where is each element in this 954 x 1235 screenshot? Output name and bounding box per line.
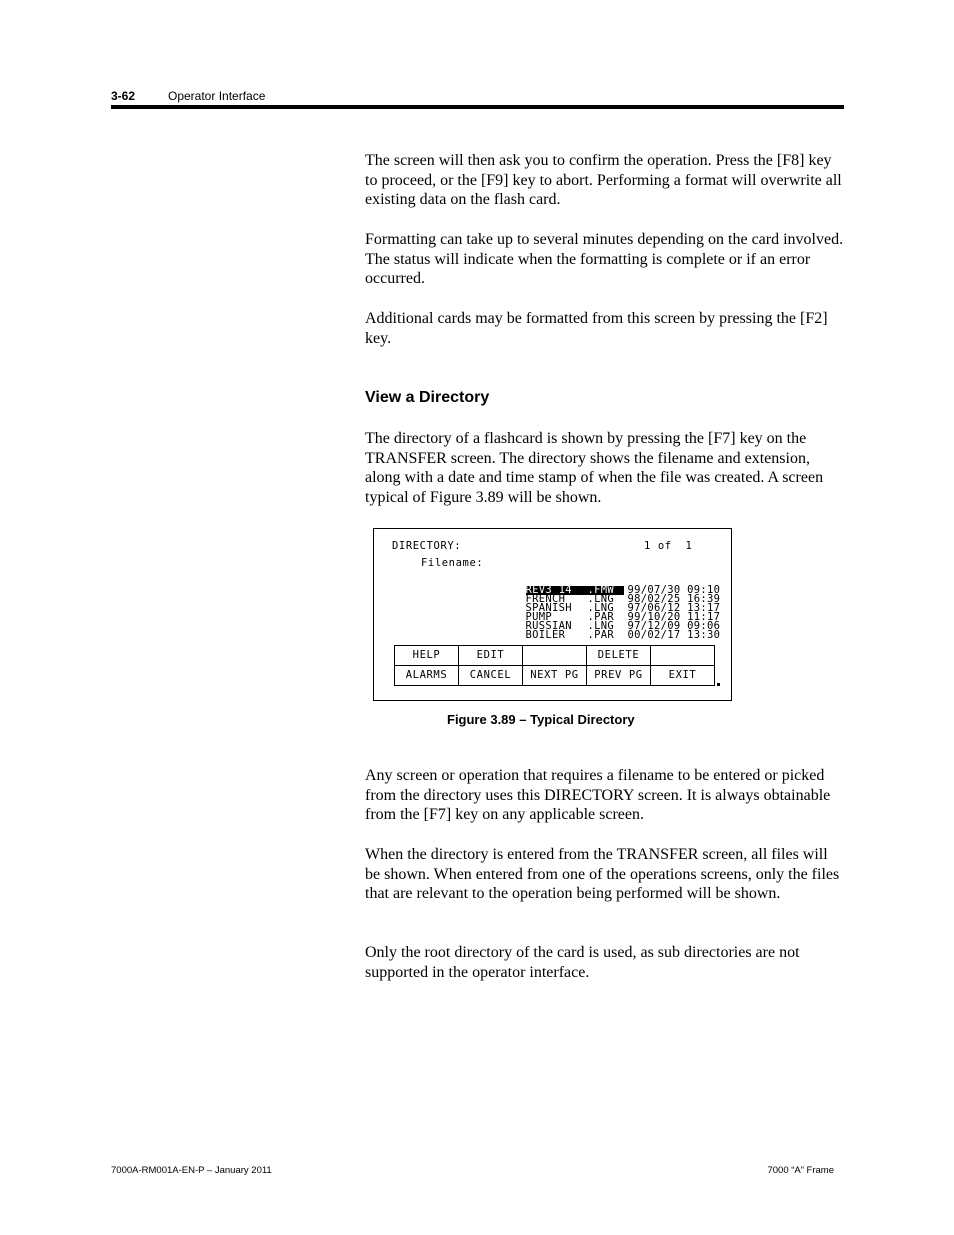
file-ext: .FMW	[588, 586, 624, 595]
paragraph-confirm: The screen will then ask you to confirm the operation. Press the [F8] key to proceed, or the [F9] key to abort. Performing a format will overwrite all existing data on the flash card.	[365, 152, 842, 208]
file-time: 13:30	[687, 629, 721, 641]
file-date: 97/06/12	[627, 602, 681, 614]
paragraph-additional-cards: Additional cards may be formatted from this screen by pressing the [F2] key.	[365, 310, 828, 347]
filename-label: Filename:	[421, 557, 484, 569]
paragraph-formatting-time: Formatting can take up to several minutes depending on the card involved. The status will indicate when the formatting is complete or if an error occurred.	[365, 231, 844, 287]
file-name: RUSSIAN	[525, 620, 572, 632]
section-heading: View a Directory	[365, 389, 490, 406]
help-key[interactable]: HELP	[395, 646, 459, 666]
file-ext: .PAR	[587, 629, 614, 641]
file-time: 09:06	[687, 620, 721, 632]
file-date: 98/02/25	[627, 593, 681, 605]
file-name: REV3_14	[526, 586, 588, 595]
page-number: 3-62	[111, 89, 136, 103]
file-ext: .PAR	[587, 611, 614, 623]
edit-key[interactable]: EDIT	[459, 646, 523, 666]
section-title: Operator Interface	[168, 89, 266, 103]
paragraph-files-shown: When the directory is entered from the TRANSFER screen, all files will be shown. When entered from one of the operations screens, only the files that are relevant to the operation being performed will be shown.	[365, 846, 840, 902]
next-page-key[interactable]: NEXT PG	[523, 666, 587, 686]
file-name: PUMP	[525, 611, 552, 623]
file-time: 16:39	[687, 593, 721, 605]
file-name: BOILER	[525, 629, 566, 641]
paragraph-directory-usage: Any screen or operation that requires a filename to be entered or picked from the directory uses this DIRECTORY screen. It is always obtainable from the [F7] key on any applicable screen.	[365, 767, 831, 823]
file-ext: .LNG	[587, 620, 614, 632]
cancel-key[interactable]: CANCEL	[459, 666, 523, 686]
screen-title: DIRECTORY:	[392, 540, 462, 552]
cursor-dot	[717, 683, 720, 686]
page-indicator: 1 of 1	[644, 540, 693, 552]
file-time: 11:17	[687, 611, 721, 623]
blank-key[interactable]	[523, 646, 587, 666]
delete-key[interactable]: DELETE	[587, 646, 651, 666]
prev-page-key[interactable]: PREV PG	[587, 666, 651, 686]
header-rule	[111, 105, 844, 109]
file-ext: .LNG	[587, 602, 614, 614]
footer-doc-id: 7000A-RM001A-EN-P – January 2011	[111, 1165, 272, 1176]
file-date: 00/02/17	[627, 629, 681, 641]
paragraph-directory: The directory of a flashcard is shown by pressing the [F7] key on the TRANSFER screen. The directory shows the filename and extension, along with a date and time stamp of when the file was created. A screen typical of Figure 3.89 will be shown.	[365, 430, 824, 506]
figure-caption: Figure 3.89 – Typical Directory	[447, 712, 635, 727]
file-name: SPANISH	[525, 602, 572, 614]
function-key-bar	[394, 645, 715, 686]
file-date: 99/07/30	[627, 584, 681, 596]
file-date: 97/12/09	[627, 620, 681, 632]
alarms-key[interactable]: ALARMS	[395, 666, 459, 686]
file-time: 09:10	[687, 584, 721, 596]
directory-screen-figure	[373, 528, 732, 701]
file-name: FRENCH	[525, 593, 566, 605]
file-time: 13:17	[687, 602, 721, 614]
exit-key[interactable]: EXIT	[651, 666, 715, 686]
blank-key[interactable]	[651, 646, 715, 666]
paragraph-root-directory: Only the root directory of the card is used, as sub directories are not supported in the operator interface.	[365, 944, 800, 981]
file-ext: .LNG	[587, 593, 614, 605]
footer-product: 7000 “A” Frame	[767, 1165, 834, 1176]
file-date: 99/10/20	[627, 611, 681, 623]
